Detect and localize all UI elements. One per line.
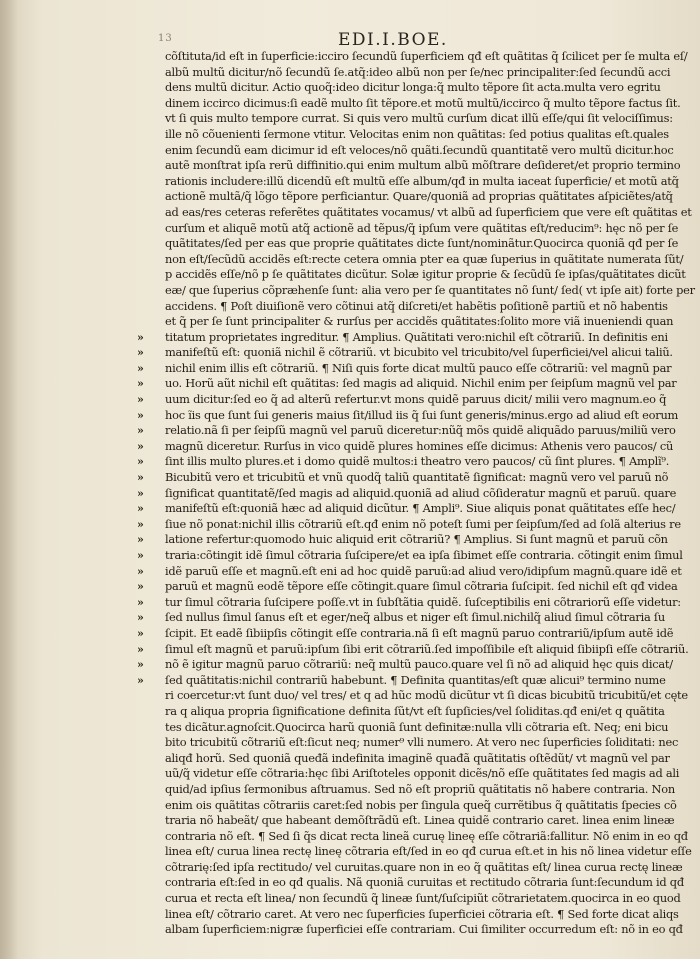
line-text: contraria nõ eſt. ¶ Sed ſi q̃s dicat recta lineã curuę lineę eſſe cõtrariã:fallitur. Nõ enim in eo qđ bbox=[165, 828, 688, 843]
line-text: traria:cõtingit idẽ ſimul cõtraria ſuſcipere/et ea ipſa ſibimet eſſe contraria. cõtingit enim ſimul bbox=[165, 548, 683, 562]
text-line bbox=[137, 345, 673, 361]
text-line bbox=[165, 781, 675, 798]
line-text: contraria eſt:ſed in eo qđ qualis. Nã quoniã curuitas et rectitudo cõtraria ſunt:ſecundum id qđ bbox=[165, 875, 684, 890]
margin-quote-marker: » bbox=[137, 642, 144, 656]
margin-quote-marker: » bbox=[137, 361, 144, 375]
text-line bbox=[137, 610, 665, 626]
folio-mark: 13 bbox=[158, 33, 173, 44]
line-text: curua et recta eſt linea/ non ſecundũ q̃ lineæ ſunt/ſuſcipiũt cõtrarietatem.quocirca in eo quod bbox=[165, 891, 681, 906]
text-line bbox=[165, 220, 679, 237]
text-line bbox=[165, 314, 674, 330]
text-line bbox=[137, 563, 682, 580]
text-block bbox=[137, 49, 695, 938]
margin-quote-marker: » bbox=[137, 346, 144, 360]
text-line bbox=[165, 735, 679, 751]
margin-quote-marker: » bbox=[137, 626, 144, 640]
text-line bbox=[137, 548, 683, 564]
text-line bbox=[165, 126, 669, 143]
margin-quote-marker: » bbox=[137, 330, 144, 344]
text-line bbox=[165, 828, 688, 845]
margin-quote-marker: » bbox=[137, 393, 144, 407]
line-text: ra q aliqua propria ſignificatione definita ſũt/vt eſt ſupſicies/vel ſoliditas.qđ eni/et q quãtita bbox=[165, 703, 665, 718]
margin-quote-marker: » bbox=[137, 595, 144, 609]
text-line bbox=[165, 142, 674, 159]
text-line bbox=[165, 189, 673, 205]
line-text: cõtrarię:ſed ipſa rectitudo/ vel curuitas.quare non in eo q̃ quãtitas eſt/ linea curua rectę lineæ bbox=[165, 859, 683, 874]
margin-quote-marker: » bbox=[137, 408, 144, 422]
line-text: ille nõ cõuenienti ſermone vtitur. Velocitas enim non quãtitas: ſed potius qualitas eſt.quales bbox=[165, 126, 669, 141]
margin-quote-marker: » bbox=[137, 377, 144, 391]
line-text: dinem iccirco dicimus:ſi eadẽ multo ſit tẽpore.et motũ multũ/iccirco q̃ multo tẽpore factus ſit. bbox=[165, 95, 681, 110]
text-line bbox=[165, 688, 688, 704]
line-text: ſed nullus ſimul ſanus eſt et eger/neq̃ albus et niger eſt ſimul.nichilq̃ aliud ſimul cõtraria ſu bbox=[165, 610, 665, 625]
line-text: accidens. ¶ Poſt diuiſionẽ vero cõtinui atq̃ diſcreti/et habẽtis poſitionẽ partiũ et nõ habentis bbox=[165, 298, 668, 313]
text-line bbox=[137, 392, 667, 408]
line-text: ſint illis multo plures.et i domo quidẽ multos:i theatro vero paucos/ cũ ſint plures. ¶ Amplĩ⁹. bbox=[165, 454, 670, 469]
text-line bbox=[137, 454, 670, 470]
line-text: hoc ĩis que ſunt ſui generis maius ſit/illud iis q̃ ſui ſunt generis/minus.ergo ad aliud eſt eorum bbox=[165, 407, 679, 422]
text-line bbox=[137, 360, 672, 377]
line-text: ad eas/res ceteras referẽtes quãtitates vocamus/ vt albũ ad ſuperficiem que vere eſt quãtitas et bbox=[165, 204, 692, 219]
text-line bbox=[137, 470, 669, 486]
line-text: manifeſtũ eſt:quoniã hæc ad aliquid dicũtur. ¶ Ampli⁹. Siue aliquis ponat quãtitates eſſe hec/ bbox=[165, 501, 676, 516]
text-line bbox=[165, 236, 679, 252]
text-line bbox=[165, 282, 695, 299]
text-line bbox=[137, 438, 674, 455]
line-text: eæ/ que ſuperius cõpræhenſe ſunt: alia vero per ſe quantitates nõ ſunt/ ſed( vt ipſe ait) forte per bbox=[165, 282, 695, 297]
text-line bbox=[165, 906, 679, 923]
text-line bbox=[165, 844, 692, 860]
line-text: relatio.nã ſi per ſeipſũ magnũ vel paruũ diceretur:nũq̃ mõs quidẽ aliquãdo paruus/miliũ vero bbox=[165, 423, 676, 438]
text-line bbox=[137, 329, 668, 346]
text-line bbox=[137, 501, 676, 517]
margin-quote-marker: » bbox=[137, 658, 144, 672]
line-text: enim ois quãtitas cõtrariis caret:ſed nobis per ſingula queq̃ currẽtibus q̃ quãtitatis ſpecies cõ bbox=[165, 797, 677, 812]
line-text: ſcipit. Et eadẽ ſibiipſis cõtingit eſſe contraria.nã ſi eſt magnũ paruo contrariũ/ipſum autẽ idẽ bbox=[165, 625, 674, 640]
line-text: Bicubitũ vero et tricubitũ et vnũ quodq̃ taliũ quantitatẽ ſignificat: magnũ vero vel paruũ nõ bbox=[165, 470, 669, 485]
text-line bbox=[165, 95, 681, 112]
margin-quote-marker: » bbox=[137, 580, 144, 594]
text-line bbox=[165, 719, 669, 736]
line-text: quid/ad ipſius ſermonibus aſtruamus. Sed nõ eſt propriũ quãtitatis nõ habere contraria. Non bbox=[165, 781, 675, 796]
text-line bbox=[137, 579, 678, 595]
margin-quote-marker: » bbox=[137, 471, 144, 485]
line-text: manifeſtũ eſt: quoniã nichil ẽ cõtrariũ. vt bicubito vel tricubito/vel ſuperficiei/vel alicui taliũ. bbox=[165, 345, 673, 360]
text-line bbox=[137, 672, 666, 689]
text-line bbox=[137, 376, 677, 392]
line-text: tur ſimul cõtraria ſuſcipere poſſe.vt in ſubſtãtia quidẽ. ſuſceptibilis eni cõtrariorũ eſſe videtur: bbox=[165, 594, 681, 609]
text-line bbox=[165, 64, 671, 81]
line-text: albam ſuperficiem:nigræ ſuperficiei eſſe contrariam. Cui ſimiliter occurredum eſt: nõ in eo qđ bbox=[165, 922, 683, 937]
margin-quote-marker: » bbox=[137, 564, 144, 578]
text-line bbox=[165, 158, 681, 174]
line-text: bito tricubitũ cõtrariũ eſt:ſicut neq; numer⁹ vlli numero. At vero nec ſuperficies ſoliditati: nec bbox=[165, 735, 679, 750]
text-line bbox=[165, 813, 675, 829]
text-line bbox=[165, 204, 692, 221]
text-line bbox=[165, 251, 684, 268]
text-line bbox=[165, 922, 683, 938]
line-text: albũ multũ dicitur/nõ ſecundũ ſe.atq̃:ideo albũ non per ſe/nec principaliter:ſed ſecundũ acci bbox=[165, 64, 671, 79]
line-text: aliqđ horũ. Sed quoniã queđã indefinita imaginẽ quađã quãtitatis oſtẽdũt/ vt magnũ vel par bbox=[165, 750, 670, 765]
margin-quote-marker: » bbox=[137, 486, 144, 500]
text-line bbox=[165, 267, 686, 283]
text-line bbox=[137, 516, 681, 533]
margin-quote-marker: » bbox=[137, 455, 144, 469]
line-text: titatum proprietates ingreditur. ¶ Amplius. Quãtitati vero:nichil eſt cõtrariũ. In definitis eni bbox=[165, 329, 668, 344]
line-text: uum dicitur:ſed eo q̃ ad alterũ refertur.vt mons quidẽ paruus dicit/ milii vero magnum.eo q̃ bbox=[165, 392, 667, 407]
line-text: autẽ monſtrat ipſa rerũ diffinitio.qui enim multum albũ mõſtrare deſideret/et proprio termino bbox=[165, 158, 681, 173]
line-text: ri coercetur:vt ſunt duo/ vel tres/ et q ad hũc modũ dicũtur vt ſi dicas bicubitũ tricubitũ/et cęte bbox=[165, 688, 688, 703]
text-line bbox=[137, 407, 679, 424]
line-text: paruũ et magnũ eodẽ tẽpore eſſe cõtingit.quare ſimul cõtraria ſuſcipit. ſed nichil eſt qđ videa bbox=[165, 579, 678, 594]
line-text: latione refertur:quomodo huic aliquid erit cõtrariũ? ¶ Amplius. Si ſunt magnũ et paruũ cõn bbox=[165, 532, 668, 547]
line-text: tes dicãtur.agnoſcit.Quocirca harũ quoniã ſunt definitæ:nulla vlli cõtraria eſt. Neq; eni bicu bbox=[165, 719, 669, 734]
text-line bbox=[165, 703, 665, 720]
text-line bbox=[137, 423, 676, 439]
text-line bbox=[165, 891, 681, 907]
line-text: et q̃ per ſe ſunt principaliter & rurſus per accidẽs quãtitates:ſolito more viã inueniendi quan bbox=[165, 314, 674, 329]
line-text: p accidẽs eſſe/nõ p ſe quãtitates dicũtur. Solæ igitur proprie & ſecũdũ ſe ipſas/quãtitates dicũt bbox=[165, 267, 686, 282]
text-line bbox=[165, 859, 683, 876]
line-text: cõſtituta/id eſt in ſuperficie:icciro ſecundũ ſuperficiem qđ eſt quãtitas q̃ ſcilicet per ſe multa eſ/ bbox=[165, 49, 688, 63]
margin-quote-marker: » bbox=[137, 673, 144, 687]
margin-quote-marker: » bbox=[137, 611, 144, 625]
line-text: ſiue nõ ponat:nichil illis cõtrariũ eſt.qđ enim nõ poteſt ſumi per ſeipſum/ſed ad ſolã alterius re bbox=[165, 516, 681, 531]
text-line bbox=[165, 766, 680, 782]
margin-quote-marker: » bbox=[137, 517, 144, 531]
text-line bbox=[137, 641, 689, 658]
margin-quote-marker: » bbox=[137, 439, 144, 453]
line-text: quãtitates/ſed per eas que proprie quãtitates dicte ſunt/nominãtur.Quocirca quoniã qđ per ſe bbox=[165, 236, 679, 251]
text-line bbox=[165, 49, 688, 65]
line-text: curſum et aliquẽ motũ atq̃ actionẽ ad tẽpus/q̃ ipſum vere quãtitas eſt/reducim⁹: hęc nõ per ſe bbox=[165, 220, 679, 235]
text-line bbox=[137, 532, 668, 548]
text-line bbox=[165, 111, 673, 127]
margin-quote-marker: » bbox=[137, 502, 144, 516]
text-line bbox=[137, 485, 677, 502]
text-line bbox=[165, 173, 679, 190]
text-line bbox=[165, 750, 670, 767]
line-text: actionẽ multã/q̃ lõgo tẽpore perficiantur. Quare/quoniã ad proprias quãtitates aſpiciẽtes/atq̃ bbox=[165, 189, 673, 204]
line-text: traria nõ habeãt/ que habeant demõſtrãdũ eſt. Linea quidẽ contrario caret. linea enim lineæ bbox=[165, 813, 675, 828]
margin-quote-marker: » bbox=[137, 424, 144, 438]
line-text: nõ ẽ igitur magnũ paruo cõtrariũ: neq̃ multũ pauco.quare vel ſi nõ ad aliquid hęc quis dicat/ bbox=[165, 657, 673, 672]
line-text: enim ſecundũ eam dicimur id eſt veloces/nõ quãti.ſecundũ quantitatẽ vero multũ dicitur.hoc bbox=[165, 142, 674, 157]
text-line bbox=[165, 875, 684, 891]
text-line bbox=[165, 298, 668, 315]
text-line bbox=[137, 625, 674, 642]
line-text: magnũ diceretur. Rurſus in vico quidẽ plures homines eſſe dicimus: Athenis vero paucos/ cũ bbox=[165, 438, 674, 453]
line-text: non eſt/ſecũdũ accidẽs eſt:recte cetera omnia pter ea quæ ſuperius in quãtitate numerata ſũt/ bbox=[165, 251, 684, 266]
text-line bbox=[165, 797, 677, 814]
line-text: ſed quãtitatis:nichil contrariũ habebunt. ¶ Definita quantitas/eſt quæ alicui⁹ termino nume bbox=[165, 672, 666, 687]
running-head: EDI.I.BOE. bbox=[338, 30, 448, 50]
margin-quote-marker: » bbox=[137, 549, 144, 562]
line-text: dens multũ dicitur. Actio quoq̃:ideo dicitur longa:q̃ multo tẽpore ſit acta.multa vero egritu bbox=[165, 80, 661, 95]
page-gutter-shadow bbox=[0, 0, 18, 959]
margin-quote-marker: » bbox=[137, 533, 144, 547]
text-line bbox=[137, 594, 681, 611]
text-line bbox=[165, 80, 660, 96]
line-text: ſignificat quantitatẽ/ſed magis ad aliquid.quoniã ad aliud cõſideratur magnũ et paruũ. quare bbox=[165, 485, 677, 500]
line-text: uo. Horũ aũt nichil eſt quãtitas: ſed magis ad aliquid. Nichil enim per ſeipſum magnũ vel par bbox=[165, 376, 677, 391]
line-text: ſimul eſt magnũ et paruũ:ipſum ſibi erit cõtrariũ.ſed impoſſibile eſt aliquid ſibiipſi eſſe cõtrariũ. bbox=[165, 641, 689, 656]
text-line bbox=[137, 657, 673, 673]
line-text: idẽ paruũ eſſe et magnũ.eſt eni ad hoc quidẽ paruũ:ad aliud vero/idipſum magnũ.quare idẽ et bbox=[165, 563, 682, 578]
line-text: rationis includere:illũ dicendũ eſt multũ eſſe album/qđ in multa iaceat ſuperficie/ et motũ atq̃ bbox=[165, 173, 679, 188]
line-text: nichil enim illis eſt cõtrariũ. ¶ Niſi quis forte dicat multũ pauco eſſe cõtrariũ: vel magnũ par bbox=[165, 360, 672, 375]
line-text: linea eſt/ cõtrario caret. At vero nec ſuperficies ſuperficiei cõtraria eſt. ¶ Sed forte dicat aliqs bbox=[165, 906, 679, 921]
line-text: uũ/q̃ videtur eſſe cõtraria:hęc ſibi Ariſtoteles opponit dicẽs/nõ eſſe quãtitates ſed magis ad ali bbox=[165, 766, 680, 781]
line-text: vt ſi quis multo tempore currat. Si quis vero multũ curſum dicat illũ eſſe/qui ſit velociſſimus: bbox=[165, 111, 673, 126]
line-text: linea eſt/ curua linea rectę lineę cõtraria eſt/ſed in eo qđ curua eſt.et in his nõ linea videtur eſſe bbox=[165, 844, 692, 859]
